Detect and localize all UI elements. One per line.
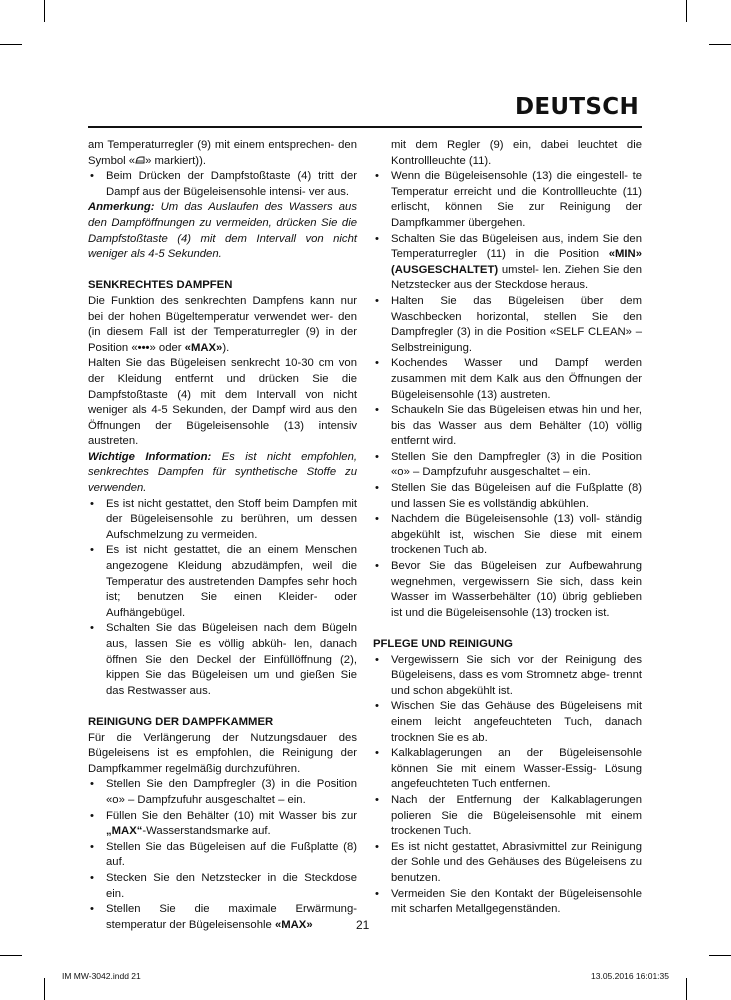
list-item: • Es ist nicht gestattet, Abrasivmittel zur Reinigung der Sohle und des Gehäuses des Bügeleisens zu benutzen. [373, 840, 642, 887]
list-item: • Stellen Sie das Bügeleisen auf die Fußplatte (8) und lassen Sie es vollständig abkühlen. [373, 481, 642, 512]
important-info [88, 450, 357, 497]
iron-steam-icon [135, 156, 145, 165]
continued-text: mit dem Regler (9) ein, dabei leuchtet die Kontrollleuchte (11). [391, 139, 642, 167]
section-heading: REINIGUNG DER DAMPFKAMMER [88, 715, 274, 728]
max-label: «MAX» [274, 918, 313, 931]
text-line: » markiert)). [145, 154, 206, 167]
list-item: • Es ist nicht gestattet, die an einem Menschen angezogene Kleidung abzudämpfen, weil die Temperatur des austretenden Dampfes sehr hoch ist; benutzen Sie einen Kleider- oder Aufhängebügel. [88, 543, 357, 621]
text: Füllen Sie den Behälter (10) mit Wasser bis zur [106, 809, 357, 822]
footer-file: IM MW-3042.indd 21 [62, 971, 141, 981]
text: Die Funktion des senkrechten Dampfens kann nur bei der hohen Bügeltemperatur verwendet wer- den (in diesem Fall ist der Temperaturregler (9) in der Position « [88, 294, 357, 354]
text: » oder [149, 341, 185, 354]
language-heading: DEUTSCH [515, 94, 639, 120]
list-item: • Wenn die Bügeleisensohle (13) die eingestell- te Temperatur erreicht und die Kontrollleuchte (11) erlischt, können Sie zur Reinigung der Dampfkammer übergehen. [373, 169, 642, 231]
list-item: • Nachdem die Bügeleisensohle (13) voll- ständig abgekühlt ist, wischen Sie diese mit einem trockenen Tuch ab. [373, 512, 642, 559]
list-item: • Es ist nicht gestattet, den Stoff beim Dampfen mit der Bügeleisensohle zu berühren, um dessen Aufschmelzung zu vermeiden. [88, 497, 357, 544]
paragraph: Für die Verlängerung der Nutzungsdauer des Bügeleisens ist es empfohlen, die Reinigung der Dampfkammer regelmäßig durchzuführen. [88, 731, 357, 775]
list-item [88, 809, 357, 840]
list-item: • Schalten Sie das Bügeleisen nach dem Bügeln aus, lassen Sie es völlig abküh- len, danach öffnen Sie den Deckel der Einfüllöffnung (2), kippen Sie das Bügeleisen um und gießen Sie das Restwasser aus. [88, 621, 357, 699]
crop-mark [44, 0, 45, 22]
list-item: • Beim Drücken der Dampfstoßtaste (4) tritt der Dampf aus der Bügeleisensohle intensi- ver aus. [88, 169, 357, 200]
note [88, 200, 357, 262]
page-number: 21 [356, 918, 370, 932]
max-label: «MAX» [184, 341, 223, 354]
paragraph: Halten Sie das Bügeleisen senkrecht 10-30 cm von der Kleidung entfernt und drücken Sie die Dampfstoßtaste (4) mit dem Intervall von nicht weniger als 4-5 Sekunden, der Dampf wird aus den Öffnungen der Bügeleisensohle (13) intensiv austreten. [88, 357, 357, 448]
text: Schalten Sie das Bügeleisen aus, indem Sie den Temperaturregler (11) in die Position [391, 232, 642, 261]
section-heading: SENKRECHTES DAMPFEN [88, 279, 233, 292]
text: ). [222, 341, 230, 354]
max-label: „MAX“ [106, 825, 143, 838]
list-item: • Wischen Sie das Gehäuse des Bügeleisens mit einem leicht angefeuchteten Tuch, danach trocknen Sie es ab. [373, 699, 642, 746]
text: umstel- len. Ziehen Sie den Netzstecker aus der Steckdose heraus. [391, 263, 642, 292]
text-line: den Symbol « [88, 139, 357, 167]
list-item: • Stellen Sie das Bügeleisen auf die Fußplatte (8) auf. [88, 840, 357, 871]
crop-mark [709, 955, 731, 956]
list-item: • Vergewissern Sie sich vor der Reinigung des Bügeleisens, dass es vom Stromnetz abge- trennt und schon abgekühlt ist. [373, 653, 642, 700]
text-line: am Temperaturregler (9) mit einem entsprechen- [88, 139, 335, 151]
note-text: Um das Auslaufen des Wassers aus den Dampföffnungen zu vermeiden, drücken Sie die Dampfstoßtaste (4) mit dem Intervall von nicht weniger als 4-5 Sekunden. [88, 201, 357, 261]
paragraph [88, 138, 357, 169]
dots-symbol: ••• [137, 341, 150, 354]
crop-mark [0, 44, 22, 45]
text: -Wasserstandsmarke auf. [142, 825, 271, 838]
list-item: • Stellen Sie den Dampfregler (3) in die Position «o» – Dampfzufuhr ausgeschaltet – ein. [88, 777, 357, 808]
crop-mark [0, 955, 22, 956]
section-heading: PFLEGE UND REINIGUNG [373, 638, 513, 650]
list-item: • Vermeiden Sie den Kontakt der Bügeleisensohle mit scharfen Metallgegenständen. [373, 887, 642, 918]
list-item: • Nach der Entfernung der Kalkablagerungen polieren Sie die Bügeleisensohle mit einem trockenen Tuch. [373, 793, 642, 840]
list-item: • Kochendes Wasser und Dampf werden zusammen mit dem Kalk aus den Öffnungen der Bügeleisensohle (13) austreten. [373, 356, 642, 403]
header-rule [88, 126, 642, 128]
list-item: • Halten Sie das Bügeleisen über dem Waschbecken horizontal, stellen Sie den Dampfregler (3) in die Position «SELF CLEAN» – Selbstreinigung. [373, 294, 642, 356]
paragraph [88, 294, 357, 356]
list-item [373, 232, 642, 294]
list-item: • Stecken Sie den Netzstecker in die Steckdose ein. [88, 871, 357, 902]
list-item: • Bevor Sie das Bügeleisen zur Aufbewahrung wegnehmen, vergewissern Sie sich, dass kein Wasser im Wasserbehälter (10) übrig geblieben ist und die Bügeleisensohle (13) trocken ist. [373, 559, 642, 621]
left-column [88, 138, 357, 933]
info-label: Wichtige Information: [88, 450, 212, 463]
info-text: Es ist nicht empfohlen, senkrechtes Dampfen für synthetische Stoffe zu verwenden. [88, 450, 358, 495]
footer-datetime: 13.05.2016 16:01:35 [591, 971, 669, 981]
right-column [373, 138, 642, 918]
list-item [88, 902, 357, 933]
list-item: • Schaukeln Sie das Bügeleisen etwas hin und her, bis das Wasser aus dem Behälter (10) völlig entfernt wird. [373, 403, 642, 450]
crop-mark [44, 978, 45, 1000]
note-label: Anmerkung: [88, 201, 155, 214]
crop-mark [686, 0, 687, 22]
min-label: «MIN» (AUSGESCHALTET) [391, 248, 642, 276]
text: Stellen Sie die maximale Erwärmung- stemperatur der Bügeleisensohle [106, 903, 357, 931]
crop-mark [709, 44, 731, 45]
crop-mark [686, 978, 687, 1000]
list-item: • Stellen Sie den Dampfregler (3) in die Position «o» – Dampfzufuhr ausgeschaltet – ein. [373, 450, 642, 481]
list-item: • Kalkablagerungen an der Bügeleisensohle können Sie mit einem Wasser-Essig- Lösung angefeuchteten Tuch entfernen. [373, 746, 642, 793]
